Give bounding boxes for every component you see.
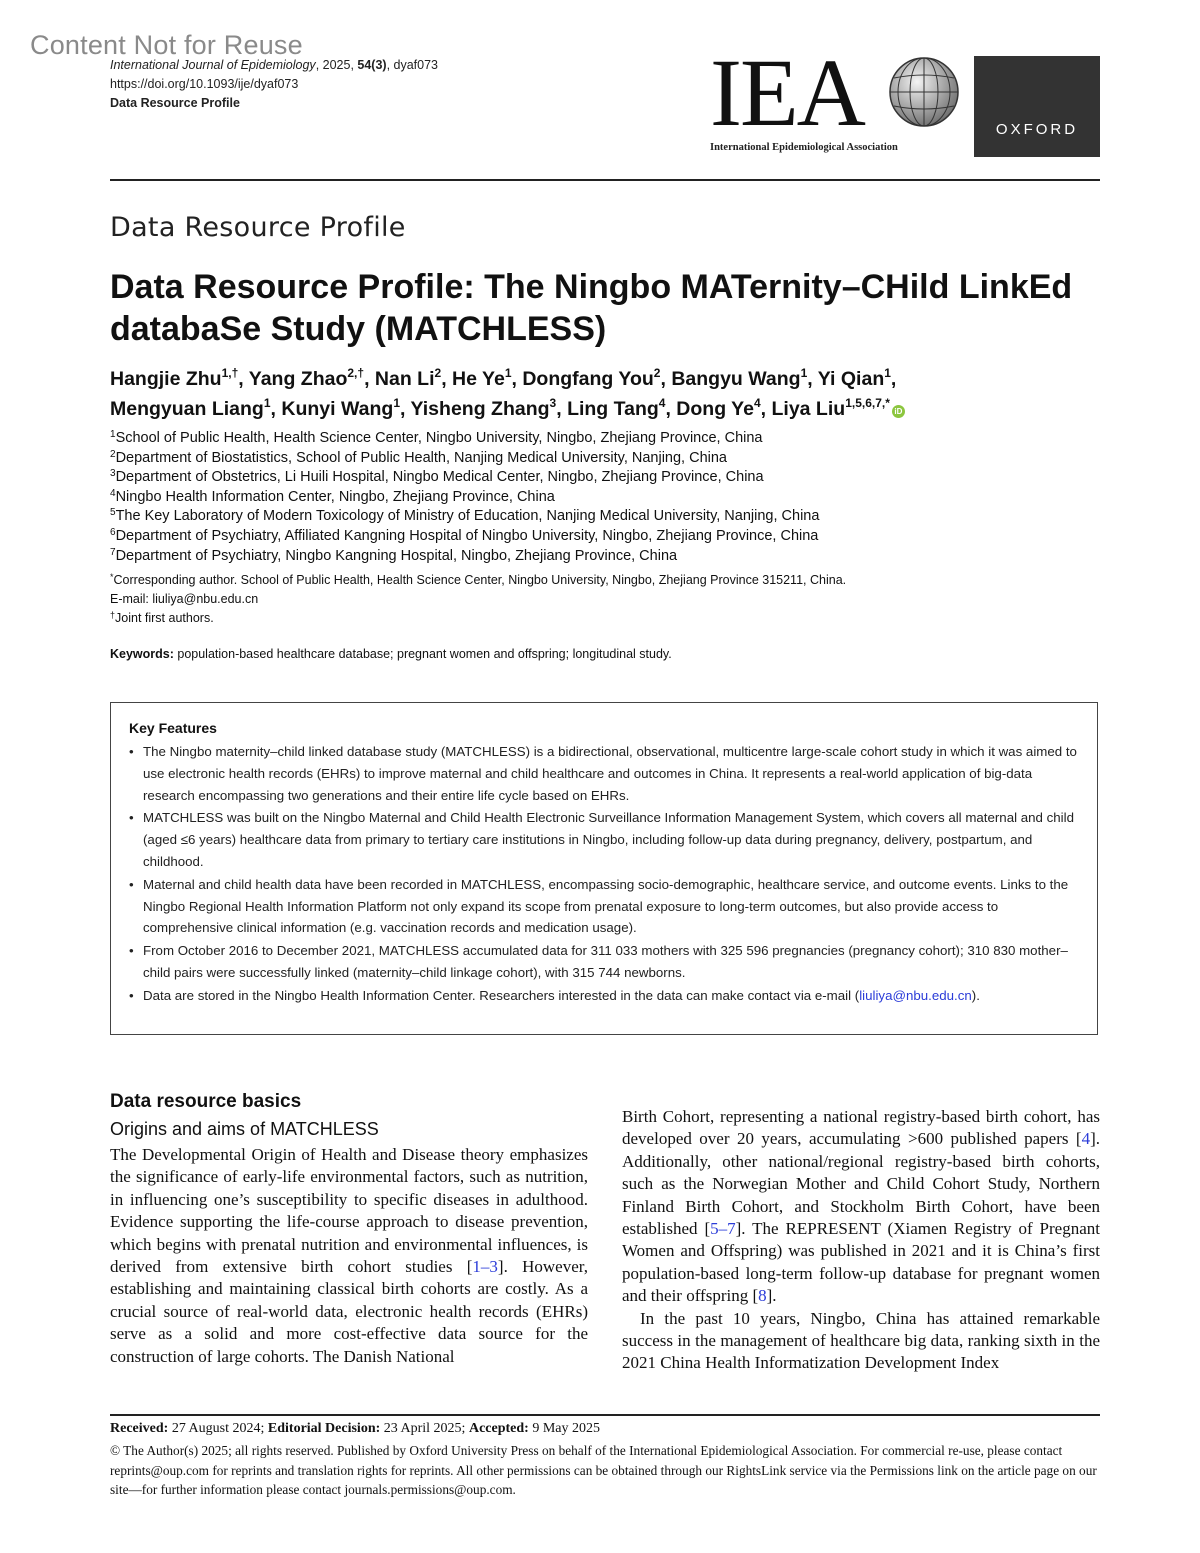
key-features-title: Key Features — [129, 720, 217, 736]
email-link[interactable]: liuliya@nbu.edu.cn — [859, 987, 972, 1003]
key-features-box — [110, 702, 1098, 1035]
author — [818, 368, 891, 390]
affiliation — [110, 429, 1110, 449]
affiliation-number: 2 — [110, 448, 116, 460]
journal-section: Data Resource Profile — [110, 96, 240, 110]
author-name: Dong Ye — [676, 398, 754, 420]
author-affiliation-mark: 2,† — [347, 366, 365, 380]
author-affiliation-mark: 1 — [393, 396, 400, 410]
reference-link[interactable]: 8 — [758, 1286, 767, 1306]
author-name: Dongfang You — [522, 368, 654, 390]
author-affiliation-mark: 1,† — [221, 366, 239, 380]
body-paragraph — [622, 1106, 1100, 1308]
corresponding-mark: * — [110, 572, 114, 582]
key-feature-item: • Maternal and child health data have been recorded in MATCHLESS, encompassing socio-demographic, healthcare service, and outcome events. Links to the Ningbo Regional Health Information Platform not only expand its scope from prenatal exposure to long-term outcomes, but also provide access to comprehensive clinical information (e.g. vaccination records and medication usage). — [129, 874, 1084, 939]
author — [772, 398, 890, 420]
author-affiliation-mark: 1 — [800, 366, 808, 380]
journal-name: International Journal of Epidemiology — [110, 58, 316, 72]
journal-article-id: , dyaf073 — [386, 58, 439, 72]
joint-first-text: Joint first authors. — [115, 611, 214, 625]
author-name: Hangjie Zhu — [110, 368, 222, 390]
author-affiliation-mark: 1,5,6,7,* — [845, 396, 890, 410]
article-dates — [110, 1421, 600, 1437]
author — [671, 368, 807, 390]
author-name: Yang Zhao — [248, 368, 348, 390]
affiliation-text: Ningbo Health Information Center, Ningbo, Zhejiang Province, China — [115, 488, 555, 505]
affiliation — [110, 488, 1110, 508]
key-feature-item: • From October 2016 to December 2021, MATCHLESS accumulated data for 311 033 mothers with 325 596 pregnancies (pregnancy cohort); 310 830 mother–child pairs were successfully linked (maternity–child linkage cohort), with 315 744 newborns. — [129, 940, 1084, 984]
joint-first-note — [110, 611, 214, 625]
key-feature-item: • MATCHLESS was built on the Ningbo Maternal and Child Health Electronic Surveillance Information Management System, which covers all maternal and child (aged ≤6 years) healthcare data from primary to tertiary care institutions in Ningbo, including follow-up data during pregnancy, delivery, postpartum, and childhood. — [129, 807, 1084, 872]
body-text: ]. — [766, 1286, 777, 1306]
doi-link[interactable]: https://doi.org/10.1093/ije/dyaf073 — [110, 77, 299, 91]
footer-divider — [110, 1414, 1100, 1416]
author-name: Yi Qian — [817, 368, 885, 390]
key-feature-text: Data are stored in the Ningbo Health Information Center. Researchers interested in the data can make contact via e-mail ( — [143, 987, 860, 1003]
author — [110, 398, 271, 420]
affiliation-number: 4 — [110, 487, 116, 499]
affiliation — [110, 449, 1110, 469]
decision-date: 23 April 2025; — [380, 1421, 469, 1436]
oxford-logo — [974, 56, 1100, 157]
affiliation — [110, 507, 1110, 527]
affiliation-number: 6 — [110, 526, 116, 538]
corresponding-email[interactable]: E-mail: liuliya@nbu.edu.cn — [110, 592, 259, 606]
affiliation-list — [110, 429, 1110, 566]
affiliation — [110, 468, 1110, 488]
author — [410, 398, 556, 420]
author-affiliation-mark: 3 — [549, 396, 557, 410]
key-feature-text-end: ). — [971, 987, 980, 1003]
body-text: ]. The REPRESENT (Xiamen Registry of Pregnant Women and Offspring) was published in 2021 and it is China’s first population-based long-term follow-up database for pregnant women and their offspring [ — [622, 1219, 1100, 1306]
author — [676, 398, 760, 420]
oxford-logo-text: OXFORD — [995, 121, 1079, 138]
header-divider — [110, 179, 1100, 181]
keywords-text: population-based healthcare database; pregnant women and offspring; longitudinal study. — [173, 647, 672, 661]
body-text: The Developmental Origin of Health and Disease theory emphasizes the significance of early-life environmental factors, such as nutrition, in influencing one’s susceptibility to specific diseases in adulthood. Evidence supporting the life-course approach to disease prevention, which begins with prenatal nutrition and environmental influences, is derived from extensive birth cohort studies [ — [110, 1145, 588, 1277]
affiliation-text: Department of Obstetrics, Li Huili Hospital, Ningbo Medical Center, Ningbo, Zhejiang Province, China — [115, 469, 764, 486]
decision-label: Editorial Decision: — [267, 1421, 381, 1436]
reference-link[interactable]: 1–3 — [472, 1257, 498, 1277]
reference-link[interactable]: 4 — [1081, 1129, 1091, 1149]
body-text: Birth Cohort, representing a national registry-based birth cohort, has developed over 20 years, accumulating >600 published papers [ — [622, 1107, 1100, 1149]
body-text: ]. However, establishing and maintaining classical birth cohorts are costly. As a crucial source of real-world data, electronic health records (EHRs) serve as a solid and more cost-effective data source for the construction of large cohorts. The Danish National — [110, 1257, 589, 1366]
accepted-label: Accepted: — [468, 1421, 529, 1436]
received-date: 27 August 2024; — [168, 1421, 268, 1436]
author — [567, 398, 665, 420]
body-text: ]. Additionally, other national/regional registry-based birth cohorts, such as the Norwegian Mother and Child Cohort Study, Northern Finland Birth Cohort, and Stockholm Birth Cohort, have been established [ — [622, 1129, 1100, 1239]
keywords — [110, 647, 672, 661]
author — [452, 368, 511, 390]
affiliation-text: Department of Psychiatry, Ningbo Kangning Hospital, Ningbo, Zhejiang Province, China — [115, 547, 678, 564]
corresponding-text: Corresponding author. School of Public Health, Health Science Center, Ningbo University, Ningbo, Zhejiang Province 315211, China. — [113, 573, 847, 587]
iea-name: International Epidemiological Association — [710, 142, 898, 153]
author — [375, 368, 441, 390]
key-feature-item — [129, 985, 1084, 1007]
accepted-date: 9 May 2025 — [528, 1421, 600, 1436]
author-name: Nan Li — [374, 368, 435, 390]
corresponding-author — [110, 571, 1110, 609]
globe-icon — [888, 56, 960, 128]
author-name: Kunyi Wang — [281, 398, 394, 420]
article-title: Data Resource Profile: The Ningbo MATernity–CHild LinkEd databaSe Study (MATCHLESS) — [110, 268, 1073, 348]
author-affiliation-mark: 4 — [658, 396, 666, 410]
author-affiliation-mark: 1 — [504, 366, 512, 380]
iea-logo-letters: IEA — [710, 39, 864, 146]
affiliation-number: 5 — [110, 507, 116, 519]
author — [281, 398, 400, 420]
affiliation-text: School of Public Health, Health Science Center, Ningbo University, Ningbo, Zhejiang Province, China — [115, 430, 763, 446]
body-column-left — [110, 1144, 588, 1368]
author-list: Hangjie Zhu$^{1,\dagger}$, Yang Zhao$^{2,\dagger}$, Nan Li$^2$, He Ye$^1$, Dongfang You$^2$, Bangyu Wang$^1$, Yi Qian$^1$, Mengyuan Liang$^1$, Kunyi Wang$^1$, Yisheng Zhang$^3$, Ling Tang$^4$, Dong Ye$^4$, Liya Liu$^{1,5,6,7,*}$iD — [110, 364, 1100, 424]
affiliation — [110, 527, 1110, 547]
journal-volume: 54(3) — [357, 58, 387, 72]
received-label: Received: — [110, 1421, 169, 1436]
orcid-icon[interactable]: iD — [892, 405, 905, 418]
author-affiliation-mark: 2 — [653, 366, 661, 380]
affiliation-text: The Key Laboratory of Modern Toxicology of Ministry of Education, Nanjing Medical University, Nanjing, China — [115, 508, 820, 525]
author-affiliation-mark: 1 — [263, 396, 271, 410]
subsection-heading: Origins and aims of MATCHLESS — [110, 1119, 379, 1139]
author — [522, 368, 660, 390]
journal-line — [110, 56, 438, 75]
author-name: Ling Tang — [567, 398, 659, 420]
author-name: He Ye — [452, 368, 505, 390]
keywords-label: Keywords: — [110, 647, 174, 661]
watermark: Content Not for Reuse — [30, 30, 303, 60]
section-type: Data Resource Profile — [110, 212, 406, 243]
body-column-right — [622, 1106, 1100, 1375]
copyright-notice: © The Author(s) 2025; all rights reserved. Published by Oxford University Press on behalf of the International Epidemiological Association. For commercial re-use, please contact reprints@oup.com for reprints and translation rights for reprints. All other permissions can be obtained through our RightsLink service via the Permissions link on the article page on our site—for further information please contact journals.permissions@oup.com. — [110, 1443, 1097, 1497]
affiliation-text: Department of Biostatistics, School of Public Health, Nanjing Medical University, Nanjing, China — [115, 449, 727, 466]
affiliation-number: 3 — [110, 468, 116, 480]
affiliation-number: 1 — [110, 429, 116, 440]
key-features-list — [129, 741, 1084, 1008]
author-name: Bangyu Wang — [671, 368, 801, 390]
affiliation-text: Department of Psychiatry, Affiliated Kangning Hospital of Ningbo University, Ningbo, Zhejiang Province, China — [115, 527, 819, 544]
iea-logo — [710, 39, 960, 160]
journal-citation — [110, 56, 438, 113]
author — [110, 368, 238, 390]
section-heading: Data resource basics — [110, 1091, 302, 1112]
journal-year: , 2025, — [315, 58, 358, 72]
affiliation-number: 7 — [110, 546, 116, 558]
author-affiliation-mark: 1 — [884, 366, 891, 380]
reference-link[interactable]: 5–7 — [710, 1219, 736, 1239]
affiliation — [110, 547, 1110, 567]
author-affiliation-mark: 4 — [753, 396, 761, 410]
body-paragraph: In the past 10 years, Ningbo, China has attained remarkable success in the management of healthcare big data, ranking sixth in the 2021 China Health Informatization Development Index — [622, 1308, 1100, 1373]
author-name: Liya Liu — [771, 398, 846, 420]
author-name: Mengyuan Liang — [110, 398, 264, 420]
joint-first-mark: † — [110, 610, 116, 620]
author-affiliation-mark: 2 — [434, 366, 442, 380]
key-feature-item: • The Ningbo maternity–child linked database study (MATCHLESS) is a bidirectional, observational, multicentre large-scale cohort study in which it was aimed to use electronic health records (EHRs) to improve maternal and child healthcare and outcomes in China. It represents a real-world application of big-data research encompassing two generations and their entire life cycle based on EHRs. — [129, 741, 1084, 806]
author — [249, 368, 364, 390]
author-name: Yisheng Zhang — [410, 398, 550, 420]
